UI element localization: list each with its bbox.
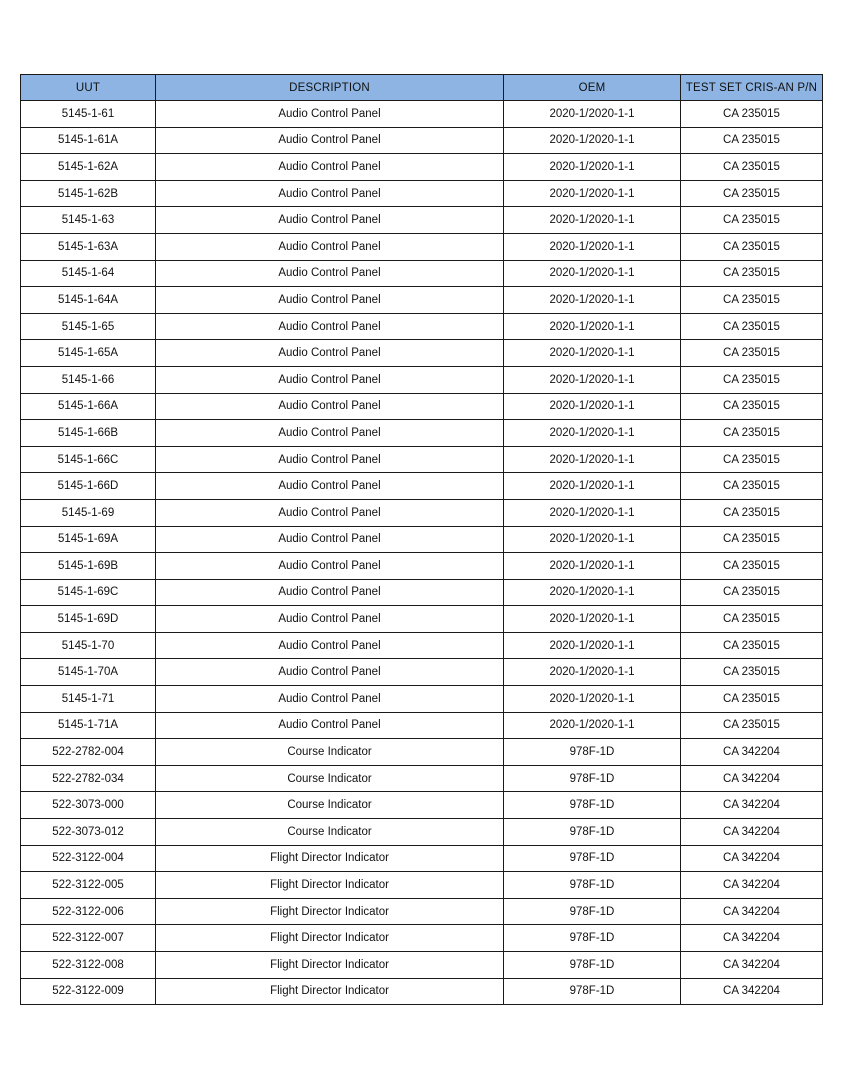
- table-row: [21, 446, 823, 473]
- header-oem: OEM: [504, 75, 681, 101]
- table-header: [21, 75, 823, 101]
- description-cell: Flight Director Indicator: [156, 978, 504, 1005]
- test-set-cell: CA 235015: [681, 553, 823, 580]
- table-row: [21, 925, 823, 952]
- test-set-cell: CA 342204: [681, 739, 823, 766]
- test-set-cell: CA 235015: [681, 526, 823, 553]
- uut-cell: 5145-1-70: [21, 632, 156, 659]
- table-row: [21, 101, 823, 128]
- description-cell: Audio Control Panel: [156, 446, 504, 473]
- oem-cell: 978F-1D: [504, 765, 681, 792]
- test-set-cell: CA 342204: [681, 845, 823, 872]
- oem-cell: 2020-1/2020-1-1: [504, 526, 681, 553]
- table-row: [21, 819, 823, 846]
- uut-cell: 5145-1-61A: [21, 127, 156, 154]
- description-cell: Audio Control Panel: [156, 526, 504, 553]
- header-test-set-pn: TEST SET CRIS-AN P/N: [681, 75, 823, 101]
- oem-cell: 978F-1D: [504, 845, 681, 872]
- oem-cell: 2020-1/2020-1-1: [504, 207, 681, 234]
- oem-cell: 2020-1/2020-1-1: [504, 499, 681, 526]
- test-set-cell: CA 342204: [681, 952, 823, 979]
- description-cell: Audio Control Panel: [156, 579, 504, 606]
- test-set-cell: CA 342204: [681, 765, 823, 792]
- table-row: [21, 287, 823, 314]
- uut-cell: 5145-1-64: [21, 260, 156, 287]
- uut-cell: 5145-1-66B: [21, 420, 156, 447]
- description-cell: Flight Director Indicator: [156, 872, 504, 899]
- test-set-cell: CA 235015: [681, 659, 823, 686]
- description-cell: Flight Director Indicator: [156, 898, 504, 925]
- test-set-cell: CA 235015: [681, 260, 823, 287]
- test-set-cell: CA 235015: [681, 420, 823, 447]
- uut-cell: 522-3122-008: [21, 952, 156, 979]
- oem-cell: 2020-1/2020-1-1: [504, 366, 681, 393]
- table-row: [21, 366, 823, 393]
- oem-cell: 978F-1D: [504, 898, 681, 925]
- oem-cell: 2020-1/2020-1-1: [504, 473, 681, 500]
- table-row: [21, 579, 823, 606]
- header-uut: UUT: [21, 75, 156, 101]
- table-row: [21, 393, 823, 420]
- oem-cell: 2020-1/2020-1-1: [504, 446, 681, 473]
- table-row: [21, 526, 823, 553]
- uut-cell: 5145-1-62A: [21, 154, 156, 181]
- oem-cell: 978F-1D: [504, 925, 681, 952]
- uut-cell: 5145-1-69: [21, 499, 156, 526]
- parts-table: [20, 74, 823, 1005]
- uut-cell: 522-2782-004: [21, 739, 156, 766]
- test-set-cell: CA 235015: [681, 180, 823, 207]
- uut-cell: 5145-1-64A: [21, 287, 156, 314]
- uut-cell: 5145-1-62B: [21, 180, 156, 207]
- oem-cell: 2020-1/2020-1-1: [504, 420, 681, 447]
- description-cell: Audio Control Panel: [156, 606, 504, 633]
- table-row: [21, 233, 823, 260]
- uut-cell: 5145-1-66D: [21, 473, 156, 500]
- test-set-cell: CA 235015: [681, 366, 823, 393]
- test-set-cell: CA 235015: [681, 101, 823, 128]
- table-row: [21, 765, 823, 792]
- uut-cell: 522-3122-004: [21, 845, 156, 872]
- test-set-cell: CA 235015: [681, 473, 823, 500]
- uut-cell: 5145-1-61: [21, 101, 156, 128]
- oem-cell: 2020-1/2020-1-1: [504, 632, 681, 659]
- test-set-cell: CA 235015: [681, 207, 823, 234]
- uut-cell: 5145-1-66A: [21, 393, 156, 420]
- uut-cell: 5145-1-66: [21, 366, 156, 393]
- description-cell: Flight Director Indicator: [156, 925, 504, 952]
- description-cell: Audio Control Panel: [156, 154, 504, 181]
- oem-cell: 2020-1/2020-1-1: [504, 260, 681, 287]
- test-set-cell: CA 342204: [681, 792, 823, 819]
- uut-cell: 522-3122-009: [21, 978, 156, 1005]
- uut-cell: 5145-1-69B: [21, 553, 156, 580]
- test-set-cell: CA 342204: [681, 898, 823, 925]
- oem-cell: 2020-1/2020-1-1: [504, 154, 681, 181]
- description-cell: Flight Director Indicator: [156, 845, 504, 872]
- oem-cell: 2020-1/2020-1-1: [504, 686, 681, 713]
- table-row: [21, 739, 823, 766]
- table-row: [21, 207, 823, 234]
- oem-cell: 2020-1/2020-1-1: [504, 101, 681, 128]
- table-row: [21, 978, 823, 1005]
- oem-cell: 2020-1/2020-1-1: [504, 180, 681, 207]
- uut-cell: 5145-1-65A: [21, 340, 156, 367]
- test-set-cell: CA 235015: [681, 393, 823, 420]
- test-set-cell: CA 235015: [681, 579, 823, 606]
- uut-cell: 522-3073-000: [21, 792, 156, 819]
- oem-cell: 2020-1/2020-1-1: [504, 659, 681, 686]
- description-cell: Audio Control Panel: [156, 260, 504, 287]
- description-cell: Audio Control Panel: [156, 313, 504, 340]
- oem-cell: 2020-1/2020-1-1: [504, 287, 681, 314]
- uut-cell: 5145-1-70A: [21, 659, 156, 686]
- header-row: [21, 75, 823, 101]
- description-cell: Audio Control Panel: [156, 393, 504, 420]
- test-set-cell: CA 342204: [681, 925, 823, 952]
- test-set-cell: CA 235015: [681, 446, 823, 473]
- oem-cell: 2020-1/2020-1-1: [504, 127, 681, 154]
- test-set-cell: CA 342204: [681, 819, 823, 846]
- table-row: [21, 872, 823, 899]
- test-set-cell: CA 235015: [681, 154, 823, 181]
- table-row: [21, 845, 823, 872]
- oem-cell: 978F-1D: [504, 739, 681, 766]
- oem-cell: 2020-1/2020-1-1: [504, 579, 681, 606]
- uut-cell: 5145-1-71A: [21, 712, 156, 739]
- table-row: [21, 712, 823, 739]
- table-row: [21, 313, 823, 340]
- oem-cell: 978F-1D: [504, 872, 681, 899]
- test-set-cell: CA 342204: [681, 872, 823, 899]
- uut-cell: 5145-1-65: [21, 313, 156, 340]
- test-set-cell: CA 235015: [681, 632, 823, 659]
- table-row: [21, 553, 823, 580]
- description-cell: Audio Control Panel: [156, 101, 504, 128]
- table-row: [21, 127, 823, 154]
- uut-cell: 5145-1-69A: [21, 526, 156, 553]
- table-row: [21, 260, 823, 287]
- description-cell: Audio Control Panel: [156, 632, 504, 659]
- test-set-cell: CA 235015: [681, 233, 823, 260]
- oem-cell: 978F-1D: [504, 978, 681, 1005]
- table-row: [21, 180, 823, 207]
- table-row: [21, 686, 823, 713]
- oem-cell: 978F-1D: [504, 819, 681, 846]
- description-cell: Audio Control Panel: [156, 366, 504, 393]
- description-cell: Audio Control Panel: [156, 499, 504, 526]
- uut-cell: 522-3122-007: [21, 925, 156, 952]
- description-cell: Audio Control Panel: [156, 233, 504, 260]
- test-set-cell: CA 235015: [681, 127, 823, 154]
- description-cell: Audio Control Panel: [156, 207, 504, 234]
- uut-cell: 522-3122-006: [21, 898, 156, 925]
- table-body: [21, 101, 823, 1005]
- oem-cell: 2020-1/2020-1-1: [504, 233, 681, 260]
- oem-cell: 2020-1/2020-1-1: [504, 606, 681, 633]
- test-set-cell: CA 235015: [681, 606, 823, 633]
- uut-cell: 522-2782-034: [21, 765, 156, 792]
- uut-cell: 5145-1-71: [21, 686, 156, 713]
- description-cell: Flight Director Indicator: [156, 952, 504, 979]
- oem-cell: 2020-1/2020-1-1: [504, 340, 681, 367]
- header-description: DESCRIPTION: [156, 75, 504, 101]
- description-cell: Audio Control Panel: [156, 127, 504, 154]
- table-row: [21, 792, 823, 819]
- description-cell: Course Indicator: [156, 792, 504, 819]
- description-cell: Audio Control Panel: [156, 287, 504, 314]
- description-cell: Audio Control Panel: [156, 180, 504, 207]
- test-set-cell: CA 235015: [681, 712, 823, 739]
- description-cell: Audio Control Panel: [156, 712, 504, 739]
- table-row: [21, 473, 823, 500]
- oem-cell: 2020-1/2020-1-1: [504, 712, 681, 739]
- table-row: [21, 659, 823, 686]
- description-cell: Audio Control Panel: [156, 420, 504, 447]
- table-row: [21, 952, 823, 979]
- oem-cell: 2020-1/2020-1-1: [504, 553, 681, 580]
- description-cell: Course Indicator: [156, 765, 504, 792]
- uut-cell: 5145-1-63: [21, 207, 156, 234]
- uut-cell: 5145-1-69D: [21, 606, 156, 633]
- description-cell: Audio Control Panel: [156, 686, 504, 713]
- table-row: [21, 632, 823, 659]
- description-cell: Audio Control Panel: [156, 553, 504, 580]
- uut-cell: 522-3073-012: [21, 819, 156, 846]
- oem-cell: 2020-1/2020-1-1: [504, 393, 681, 420]
- description-cell: Audio Control Panel: [156, 659, 504, 686]
- table-row: [21, 340, 823, 367]
- description-cell: Audio Control Panel: [156, 473, 504, 500]
- table-row: [21, 606, 823, 633]
- table-row: [21, 420, 823, 447]
- test-set-cell: CA 235015: [681, 287, 823, 314]
- table-row: [21, 154, 823, 181]
- uut-cell: 522-3122-005: [21, 872, 156, 899]
- test-set-cell: CA 235015: [681, 499, 823, 526]
- description-cell: Course Indicator: [156, 819, 504, 846]
- oem-cell: 2020-1/2020-1-1: [504, 313, 681, 340]
- uut-cell: 5145-1-63A: [21, 233, 156, 260]
- uut-cell: 5145-1-69C: [21, 579, 156, 606]
- uut-cell: 5145-1-66C: [21, 446, 156, 473]
- table-row: [21, 898, 823, 925]
- oem-cell: 978F-1D: [504, 952, 681, 979]
- test-set-cell: CA 235015: [681, 686, 823, 713]
- description-cell: Course Indicator: [156, 739, 504, 766]
- oem-cell: 978F-1D: [504, 792, 681, 819]
- test-set-cell: CA 235015: [681, 340, 823, 367]
- test-set-cell: CA 342204: [681, 978, 823, 1005]
- table-row: [21, 499, 823, 526]
- test-set-cell: CA 235015: [681, 313, 823, 340]
- description-cell: Audio Control Panel: [156, 340, 504, 367]
